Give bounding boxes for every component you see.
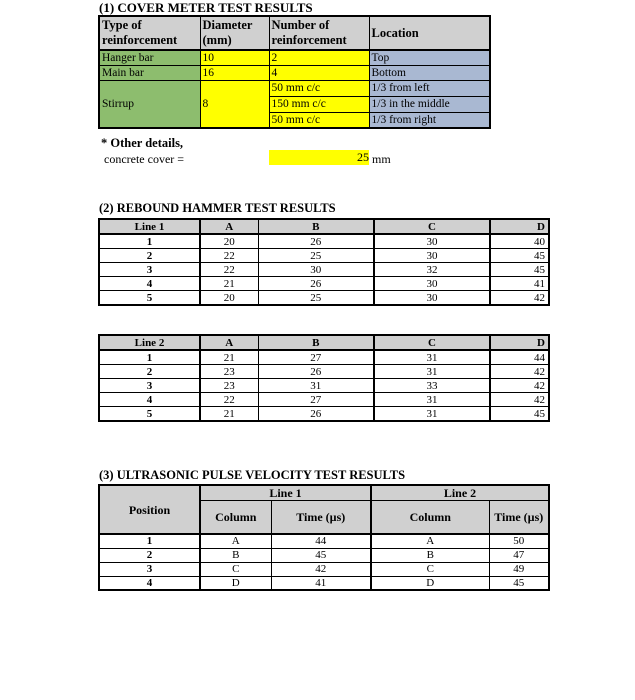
table-row [99, 263, 549, 277]
table-row [99, 291, 549, 306]
reading-cell: 44 [490, 350, 549, 365]
concrete-cover-label: concrete cover = [104, 152, 185, 166]
reading-cell: 31 [374, 393, 490, 407]
time-cell: 42 [271, 562, 371, 576]
reading-cell: 26 [258, 277, 374, 291]
reading-cell: 30 [374, 249, 490, 263]
time-cell: 49 [489, 562, 549, 576]
position-cell: 2 [99, 548, 200, 562]
table-row [99, 407, 549, 422]
column-header: D [490, 335, 549, 350]
row-number: 4 [99, 277, 200, 291]
table-row [99, 365, 549, 379]
reading-cell: 22 [200, 393, 258, 407]
column-header: B [258, 219, 374, 234]
column-header: A [200, 335, 258, 350]
reading-cell: 45 [490, 407, 549, 422]
line-2-header: Line 2 [371, 485, 549, 500]
row-number: 5 [99, 291, 200, 306]
time-header: Time (µs) [271, 500, 371, 534]
reading-cell: 31 [374, 365, 490, 379]
table-row [99, 534, 549, 548]
reading-cell: 42 [490, 379, 549, 393]
concrete-cover-value: 25 [269, 150, 369, 165]
table-row [99, 234, 549, 249]
reading-cell: 26 [258, 365, 374, 379]
reading-cell: 42 [490, 365, 549, 379]
time-cell: 50 [489, 534, 549, 548]
main-diameter: 16 [200, 65, 269, 80]
stirrup-spacing: 50 mm c/c [269, 80, 369, 96]
line-label: Line 2 [99, 335, 200, 350]
column-cell: B [200, 548, 271, 562]
position-cell: 4 [99, 576, 200, 590]
reading-cell: 30 [374, 234, 490, 249]
header-diameter: Diameter (mm) [200, 16, 269, 50]
column-cell: C [371, 562, 489, 576]
reading-cell: 31 [258, 379, 374, 393]
column-header: A [200, 219, 258, 234]
row-number: 5 [99, 407, 200, 422]
line-1-header: Line 1 [200, 485, 371, 500]
reading-cell: 20 [200, 291, 258, 306]
row-number: 1 [99, 234, 200, 249]
concrete-cover-unit: mm [372, 152, 391, 166]
time-cell: 41 [271, 576, 371, 590]
stirrup-location: 1/3 in the middle [369, 96, 490, 112]
table-row [99, 350, 549, 365]
hanger-type: Hanger bar [99, 50, 200, 65]
reading-cell: 33 [374, 379, 490, 393]
stirrup-type: Stirrup [99, 80, 200, 128]
stirrup-diameter: 8 [200, 80, 269, 128]
time-cell: 45 [271, 548, 371, 562]
upv-title: (3) ULTRASONIC PULSE VELOCITY TEST RESULTS [99, 468, 406, 482]
reading-cell: 23 [200, 365, 258, 379]
other-details-label: * Other details, [101, 136, 184, 150]
rebound-table-line-2 [98, 334, 550, 422]
row-number: 4 [99, 393, 200, 407]
reading-cell: 27 [258, 350, 374, 365]
position-header: Position [99, 485, 200, 534]
stirrup-spacing: 150 mm c/c [269, 96, 369, 112]
column-cell: A [371, 534, 489, 548]
stirrup-spacing: 50 mm c/c [269, 112, 369, 128]
main-number: 4 [269, 65, 369, 80]
hanger-location: Top [369, 50, 490, 65]
position-cell: 3 [99, 562, 200, 576]
reading-cell: 31 [374, 407, 490, 422]
table-row [99, 277, 549, 291]
reading-cell: 21 [200, 407, 258, 422]
header-location: Location [369, 16, 490, 50]
time-cell: 44 [271, 534, 371, 548]
reading-cell: 21 [200, 277, 258, 291]
reading-cell: 27 [258, 393, 374, 407]
cover-meter-table [98, 15, 491, 129]
column-header: Column [371, 500, 489, 534]
reading-cell: 30 [374, 291, 490, 306]
header-type: Type of reinforcement [99, 16, 200, 50]
reading-cell: 26 [258, 407, 374, 422]
reading-cell: 31 [374, 350, 490, 365]
row-number: 1 [99, 350, 200, 365]
reading-cell: 30 [258, 263, 374, 277]
time-header: Time (µs) [489, 500, 549, 534]
column-header: C [374, 335, 490, 350]
reading-cell: 32 [374, 263, 490, 277]
reading-cell: 45 [490, 263, 549, 277]
table-row [99, 562, 549, 576]
reading-cell: 30 [374, 277, 490, 291]
main-type: Main bar [99, 65, 200, 80]
reading-cell: 21 [200, 350, 258, 365]
column-cell: D [371, 576, 489, 590]
line-label: Line 1 [99, 219, 200, 234]
reading-cell: 22 [200, 249, 258, 263]
column-header: D [490, 219, 549, 234]
reading-cell: 41 [490, 277, 549, 291]
time-cell: 45 [489, 576, 549, 590]
column-cell: A [200, 534, 271, 548]
column-header: Column [200, 500, 271, 534]
reading-cell: 42 [490, 393, 549, 407]
position-cell: 1 [99, 534, 200, 548]
row-number: 2 [99, 249, 200, 263]
reading-cell: 42 [490, 291, 549, 306]
column-cell: B [371, 548, 489, 562]
reading-cell: 26 [258, 234, 374, 249]
rebound-table-line-1 [98, 218, 550, 306]
stirrup-location: 1/3 from left [369, 80, 490, 96]
upv-table [98, 484, 550, 591]
column-cell: C [200, 562, 271, 576]
reading-cell: 25 [258, 249, 374, 263]
table-row [99, 249, 549, 263]
table-row [99, 548, 549, 562]
reading-cell: 22 [200, 263, 258, 277]
row-number: 2 [99, 365, 200, 379]
hanger-number: 2 [269, 50, 369, 65]
table-row [99, 393, 549, 407]
time-cell: 47 [489, 548, 549, 562]
hanger-diameter: 10 [200, 50, 269, 65]
main-location: Bottom [369, 65, 490, 80]
reading-cell: 25 [258, 291, 374, 306]
rebound-hammer-title: (2) REBOUND HAMMER TEST RESULTS [99, 201, 336, 215]
stirrup-location: 1/3 from right [369, 112, 490, 128]
reading-cell: 45 [490, 249, 549, 263]
reading-cell: 23 [200, 379, 258, 393]
column-header: C [374, 219, 490, 234]
row-number: 3 [99, 379, 200, 393]
column-header: B [258, 335, 374, 350]
table-row [99, 576, 549, 590]
row-number: 3 [99, 263, 200, 277]
header-number: Number of reinforcement [269, 16, 369, 50]
reading-cell: 40 [490, 234, 549, 249]
table-row [99, 379, 549, 393]
column-cell: D [200, 576, 271, 590]
reading-cell: 20 [200, 234, 258, 249]
cover-meter-title: (1) COVER METER TEST RESULTS [99, 0, 313, 15]
